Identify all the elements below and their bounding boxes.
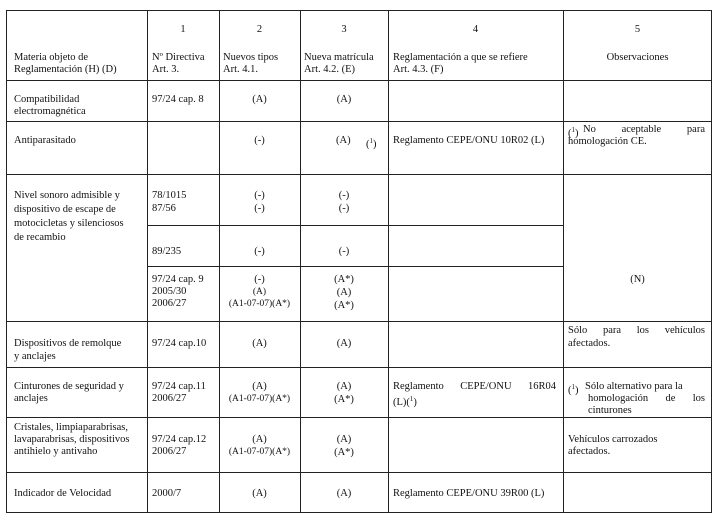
column-number: 1 — [180, 24, 186, 35]
header-materia: Materia objeto de — [14, 52, 89, 63]
observaciones-cell: cinturones — [588, 405, 632, 416]
nueva-matricula-cell: (A*) — [334, 300, 354, 311]
materia-cell: dispositivo de escape de — [14, 204, 116, 215]
directiva-cell: 2000/7 — [152, 488, 182, 499]
column-divider — [563, 10, 564, 513]
header-nueva-matricula: Nueva matrícula — [304, 52, 374, 63]
row-divider — [6, 417, 712, 418]
nuevos-tipos-cell: (A1-07-07)(A*) — [228, 299, 291, 309]
materia-cell: y anclajes — [14, 351, 56, 362]
materia-cell: Antiparasitado — [14, 135, 76, 146]
column-divider — [388, 10, 389, 513]
nuevos-tipos-cell: (-) — [254, 246, 265, 257]
header-directiva: Art. 3. — [152, 64, 180, 75]
materia-cell: Nivel sonoro admisible y — [14, 190, 120, 201]
header-reglamentacion: Art. 4.3. (F) — [393, 64, 444, 75]
directiva-cell: 97/24 cap.11 — [152, 381, 206, 392]
nuevos-tipos-cell: (A) — [252, 94, 267, 105]
reglamentacion-cell: Reglamento CEPE/ONU 16R04 — [393, 381, 556, 392]
observaciones-cell: afectados. — [568, 446, 611, 457]
directiva-cell: 2006/27 — [152, 298, 187, 309]
nueva-matricula-cell: (A) — [336, 488, 352, 499]
footnote-reference: ($^1$) — [568, 126, 579, 139]
nueva-matricula-cell: (A) — [336, 434, 352, 445]
row-divider — [6, 472, 712, 473]
header-nueva-matricula: Art. 4.2. (E) — [304, 64, 356, 75]
materia-cell: anclajes — [14, 393, 48, 404]
nueva-matricula-cell: (-) — [338, 190, 350, 201]
column-number: 3 — [341, 24, 347, 35]
materia-cell: electromagnética — [14, 106, 86, 117]
directiva-cell: 78/1015 — [152, 190, 187, 201]
header-reglamentacion: Reglamentación a que se refiere — [393, 52, 528, 63]
nuevos-tipos-cell: (A) — [252, 287, 267, 297]
directiva-cell: 97/24 cap. 9 — [152, 274, 204, 285]
nuevos-tipos-cell: (-) — [254, 274, 265, 285]
directiva-cell: 2006/27 — [152, 446, 187, 457]
materia-cell: Indicador de Velocidad — [14, 488, 112, 499]
observaciones-cell: Sólo alternativo para la — [585, 381, 683, 392]
observaciones-cell: homologación de los — [588, 393, 705, 404]
materia-cell: Cinturones de seguridad y — [14, 381, 124, 392]
nueva-matricula-cell: (A*) — [334, 394, 354, 405]
directiva-cell: 97/24 cap.10 — [152, 338, 207, 349]
nuevos-tipos-cell: (A) — [252, 434, 267, 445]
materia-cell: antihielo y antivaho — [14, 446, 98, 457]
row-divider — [6, 121, 712, 122]
footnote-reference: ($^1$) — [568, 383, 579, 396]
observaciones-cell: No aceptable para — [583, 124, 705, 135]
row-divider — [6, 367, 712, 368]
directiva-cell: 2006/27 — [152, 393, 187, 404]
column-number: 5 — [634, 24, 641, 35]
nuevos-tipos-cell: (A) — [252, 381, 267, 392]
materia-cell: Compatibilidad — [14, 94, 80, 105]
column-divider — [147, 10, 148, 513]
nueva-matricula-cell: (A) — [336, 94, 352, 105]
nuevos-tipos-cell: (A) — [252, 338, 267, 349]
reglamentacion-cell: Reglamento CEPE/ONU 39R00 (L) — [393, 488, 545, 499]
materia-cell: Cristales, limpiaparabrisas, — [14, 422, 129, 433]
column-number: 2 — [256, 24, 263, 35]
header-directiva: Nº Directiva — [152, 52, 205, 63]
footnote-reference: ($^1$) — [366, 137, 377, 150]
materia-cell: motocicletas y silenciosos — [14, 218, 124, 229]
nuevos-tipos-cell: (-) — [254, 203, 265, 214]
observaciones-cell: homologación CE. — [568, 136, 647, 147]
header-materia: Reglamentación (H) (D) — [14, 64, 117, 75]
nueva-matricula-cell: (A) — [336, 287, 352, 298]
nuevos-tipos-cell: (A1-07-07)(A*) — [228, 447, 291, 457]
nuevos-tipos-cell: (-) — [254, 190, 265, 201]
directiva-cell: 97/24 cap. 8 — [152, 94, 204, 105]
nuevos-tipos-cell: (A1-07-07)(A*) — [228, 394, 291, 404]
row-divider — [147, 266, 563, 267]
header-observaciones: Observaciones — [606, 52, 669, 63]
nueva-matricula-cell: (A) — [336, 338, 352, 349]
reglamentacion-cell: (L)($^1$) — [393, 395, 417, 408]
row-divider — [6, 174, 712, 175]
reglamentacion-cell: Reglamento CEPE/ONU 10R02 (L) — [393, 135, 545, 146]
observaciones-cell: Vehículos carrozados — [568, 434, 658, 445]
directiva-cell: 87/56 — [152, 203, 176, 214]
column-number: 4 — [472, 24, 479, 35]
nueva-matricula-cell: (-) — [338, 203, 350, 214]
header-nuevos-tipos: Nuevos tipos — [223, 52, 279, 63]
nueva-matricula-cell: (A*) — [334, 274, 354, 285]
header-nuevos-tipos: Art. 4.1. — [223, 64, 258, 75]
materia-cell: lavaparabrisas, dispositivos — [14, 434, 130, 445]
observaciones-cell: afectados. — [568, 338, 611, 349]
nueva-matricula-cell: (A) — [336, 135, 351, 146]
directiva-cell: 89/235 — [152, 246, 182, 257]
nueva-matricula-cell: (-) — [338, 246, 350, 257]
row-divider — [147, 225, 563, 226]
materia-cell: de recambio — [14, 232, 66, 243]
nueva-matricula-cell: (A) — [336, 381, 352, 392]
nuevos-tipos-cell: (-) — [254, 135, 265, 146]
row-divider — [6, 321, 712, 322]
nueva-matricula-cell: (A*) — [334, 447, 354, 458]
row-divider — [6, 80, 712, 81]
observaciones-cell: Sólo para los vehículos — [568, 325, 705, 336]
nuevos-tipos-cell: (A) — [252, 488, 267, 499]
directiva-cell: 2005/30 — [152, 286, 187, 297]
materia-cell: Dispositivos de remolque — [14, 338, 122, 349]
directiva-cell: 97/24 cap.12 — [152, 434, 207, 445]
observaciones-cell: (N) — [630, 274, 645, 285]
